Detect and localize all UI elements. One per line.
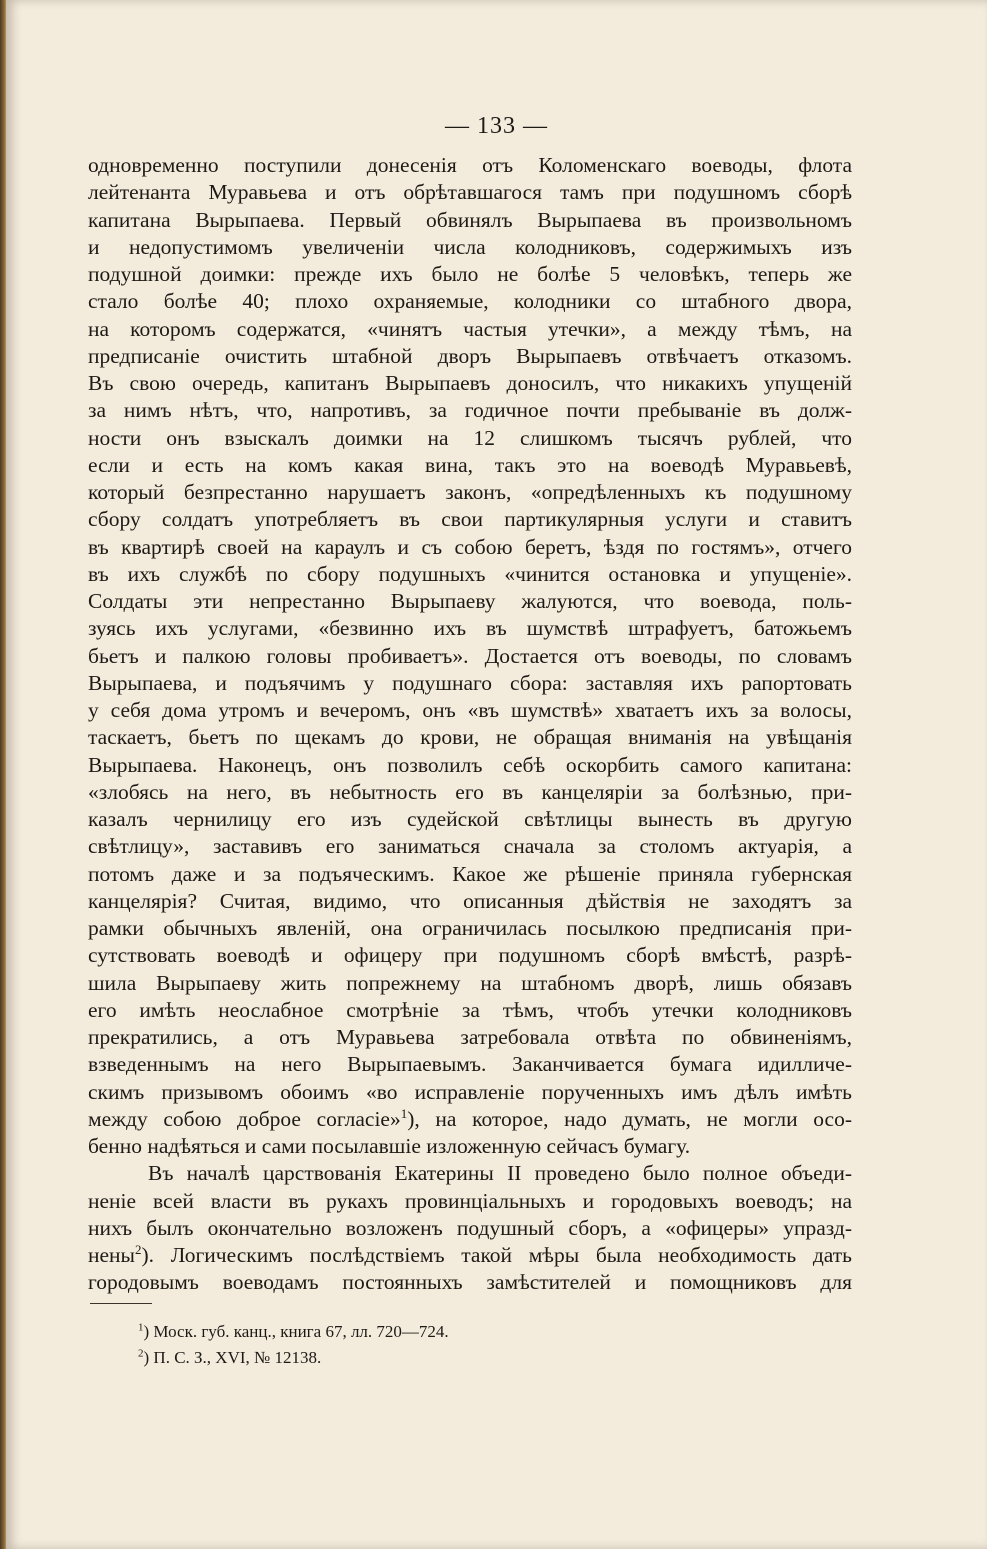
text-line: сутствовать воеводѣ и офицеру при подушномъ сборѣ вмѣстѣ, разрѣ- [88,943,852,968]
footnote-mark: 2 [138,1347,144,1360]
text-line: казалъ чернилицу его изъ судейской свѣтлицы вынесть въ другую [88,807,852,831]
text-line: потомъ даже и за подъяческимъ. Какое же рѣшеніе приняла губернская [88,861,852,886]
text-line: нихъ былъ окончательно возложенъ подушный сборъ, а «офицеры» упразд- [88,1215,852,1240]
text-line: таскаетъ, бьетъ по щекамъ до крови, не обращая вниманія на увѣщанія [88,725,852,750]
text-line: зуясь ихъ услугами, «безвинно ихъ въ шумствѣ штрафуетъ, батожьемъ [88,616,852,641]
text-segment: ), на которое, надо думать, не могли осо- [407,1106,852,1131]
main-text [88,152,852,1297]
text-line: городовымъ воеводамъ постоянныхъ замѣстителей и помощниковъ для [88,1270,852,1295]
text-line: который безпрестанно нарушаетъ законъ, «опредѣленныхъ къ подушному [88,480,852,504]
text-line: подушной доимки: прежде ихъ было не болѣе 5 человѣкъ, теперь же [88,262,852,286]
footnote-mark: 1 [138,1321,144,1334]
text-line: если и есть на комъ какая вина, такъ это на воеводѣ Муравьевѣ, [88,452,852,477]
text-line: Вырыпаева, и подъячимъ у подушнаго сбора: заставляя ихъ рапортовать [88,670,852,695]
text-line: канцелярія? Считая, видимо, что описанныя дѣйствія не заходятъ за [88,888,852,913]
text-line: предписаніе очистить штабной дворъ Вырыпаевъ отвѣчаетъ отказомъ. [88,343,852,368]
text-segment: ). Логическимъ послѣдствіемъ такой мѣры была необходимость дать [141,1243,852,1267]
footnotes [138,1319,449,1371]
text-line: шила Вырыпаеву жить попрежнему на штабномъ дворѣ, лишь обязавъ [88,970,852,995]
text-line: скимъ призывомъ обоимъ «во исправленіе порученныхъ имъ дѣлъ имѣть [88,1079,852,1104]
text-line: стало болѣе 40; плохо охраняемые, колодники со штабного двора, [88,289,852,314]
text-line: въ ихъ службѣ по сбору подушныхъ «чинится остановка и упущеніе». [88,561,852,586]
text-line: бьетъ и палкою головы пробиваетъ». Достается отъ воеводы, по словамъ [88,643,852,668]
text-line: «злобясь на него, въ небытность его въ канцеляріи за болѣзнью, при- [88,779,852,804]
text-line-with-note [88,1106,852,1133]
text-line: за нимъ нѣтъ, что, напротивъ, за годичное почти пребываніе въ долж- [88,398,852,423]
text-line: и недопустимомъ увеличеніи числа колодниковъ, содержимыхъ изъ [88,234,852,259]
text-line: Въ началѣ царствованія Екатерины II проведено было полное объеди- [148,1161,852,1186]
text-line: одновременно поступили донесенія отъ Коломенскаго воеводы, флота [88,153,852,177]
book-page [6,0,987,1549]
text-line-with-note [88,1242,852,1269]
text-line: взведеннымъ на него Вырыпаевымъ. Заканчивается бумага идилличе- [88,1052,852,1077]
footnote-ref: 1 [400,1105,408,1121]
text-line: его имѣть неослабное смотрѣніе за тѣмъ, чтобъ утечки колодниковъ [88,997,852,1022]
footnote-text: ) Моск. губ. канц., книга 67, лл. 720—724. [143,1322,449,1341]
text-segment: нены [88,1243,135,1267]
footnote-separator [90,1303,152,1304]
text-line: Солдаты эти непрестанно Вырыпаеву жалуются, что воевода, поль- [88,589,852,613]
text-line: на которомъ содержатся, «чинятъ частыя утечки», а между тѣмъ, на [88,316,852,341]
page-number: — 133 — [445,113,548,139]
text-line: рамки обычныхъ явленій, она ограничилась посылкою предписанія при- [88,916,852,940]
footnote-text: ) П. С. З., XVI, № 12138. [143,1348,322,1367]
footnote [138,1345,449,1371]
text-line: сбору солдатъ употребляетъ въ свои партикулярныя услуги и ставитъ [88,507,852,532]
text-segment: между собою доброе согласіе» [88,1106,401,1131]
text-line: у себя дома утромъ и вечеромъ, онъ «въ шумствѣ» хватаетъ ихъ за волосы, [88,698,852,722]
text-line: Вырыпаева. Наконецъ, онъ позволилъ себѣ оскорбить самого капитана: [88,752,852,777]
text-line: бенно надѣяться и сами посылавшіе изложенную сейчасъ бумагу. [88,1134,691,1158]
footnote [138,1319,449,1345]
text-line: неніе всей власти въ рукахъ провинціальныхъ и городовыхъ воеводъ; на [88,1188,852,1213]
text-line: прекратились, а отъ Муравьева затребовала отвѣта по обвиненіямъ, [88,1025,852,1049]
text-line: ности онъ взыскалъ доимки на 12 слишкомъ тысячъ рублей, что [88,425,852,450]
text-line: Въ свою очередь, капитанъ Вырыпаевъ доносилъ, что никакихъ упущеній [88,371,852,395]
footnote-ref: 2 [135,1241,142,1257]
text-line: капитана Вырыпаева. Первый обвинялъ Вырыпаева въ произвольномъ [88,207,852,232]
text-line: лейтенанта Муравьева и отъ обрѣтавшагося тамъ при подушномъ сборѣ [88,180,852,205]
text-line: въ квартирѣ своей на караулъ и съ собою беретъ, ѣздя по гостямъ», отчего [88,534,852,559]
text-line: свѣтлицу», заставивъ его заниматься сначала за столомъ актуарія, а [88,834,852,859]
